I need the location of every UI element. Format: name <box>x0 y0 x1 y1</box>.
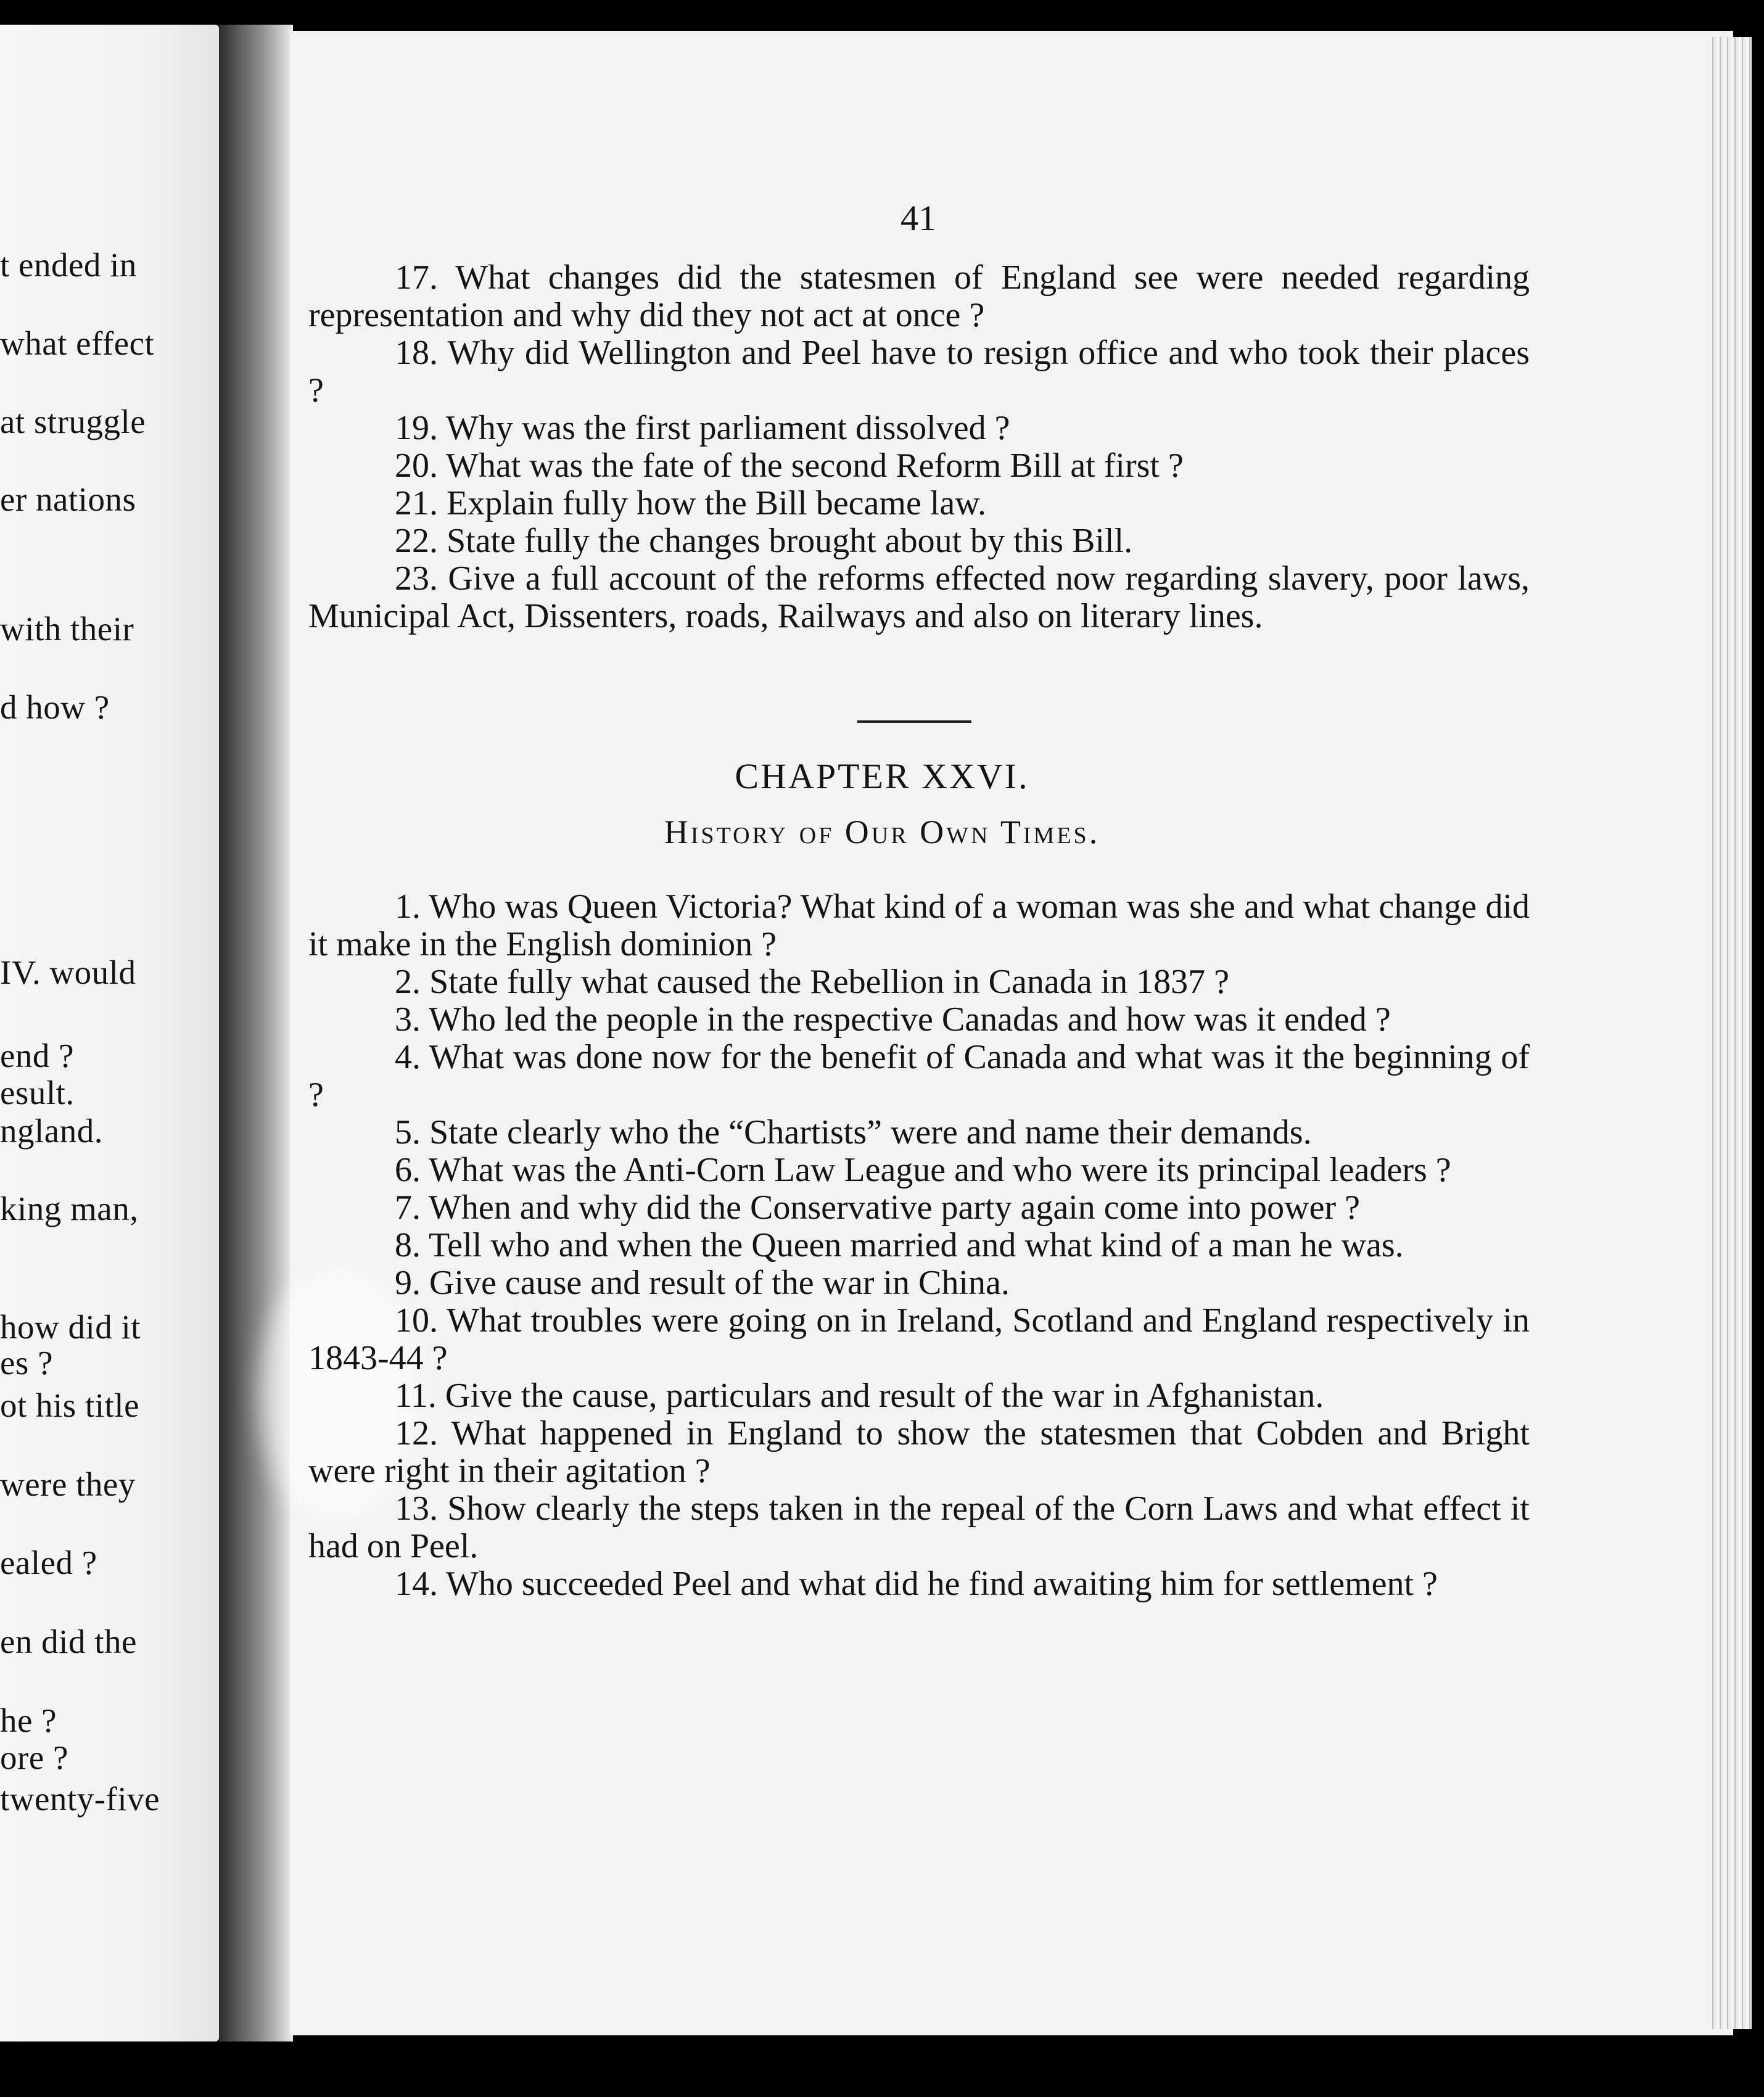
question: 9. Give cause and result of the war in China. <box>395 1264 1010 1302</box>
question: 10. What troubles were going on in Ireland, Scotland and England respectively in 1843-44 ? <box>308 1301 1530 1377</box>
question: 20. What was the fate of the second Reform Bill at first ? <box>395 447 1184 485</box>
left-fragment: esult. <box>0 1074 75 1111</box>
question: 21. Explain fully how the Bill became law. <box>395 484 987 522</box>
question: 11. Give the cause, particulars and result of the war in Afghanistan. <box>395 1377 1324 1415</box>
question: 8. Tell who and when the Queen married and what kind of a man he was. <box>395 1226 1404 1264</box>
left-fragment: ngland. <box>0 1112 103 1150</box>
question: 13. Show clearly the steps taken in the repeal of the Corn Laws and what effect it had on Peel. <box>308 1489 1530 1565</box>
question: 4. What was done now for the benefit of Canada and what was it the beginning of ? <box>308 1038 1530 1114</box>
left-page <box>0 25 219 2041</box>
left-fragment: ealed ? <box>0 1544 97 1581</box>
left-fragment: with their <box>0 610 134 648</box>
left-fragment: twenty-five <box>0 1780 160 1818</box>
chapter-subtitle: History of Our Own Times. <box>664 814 1100 851</box>
chapter-heading: CHAPTER XXVI. <box>735 756 1029 796</box>
book-gutter <box>219 25 293 2041</box>
question: 17. What changes did the statesmen of England see were needed regarding representation and why did they not act at once ? <box>308 258 1530 334</box>
left-fragment: king man, <box>0 1190 139 1227</box>
left-fragment: what effect <box>0 324 155 362</box>
question: 6. What was the Anti-Corn Law League and who were its principal leaders ? <box>395 1151 1451 1189</box>
left-fragment: were they <box>0 1465 136 1503</box>
page-edges <box>1708 37 1752 2029</box>
question: 12. What happened in England to show the statesmen that Cobden and Bright were right in their agitation ? <box>308 1414 1530 1490</box>
question: 3. Who led the people in the respective Canadas and how was it ended ? <box>395 1000 1391 1039</box>
question: 22. State fully the changes brought about by this Bill. <box>395 522 1133 560</box>
left-fragment: he ? <box>0 1702 57 1739</box>
question: 7. When and why did the Conservative party again come into power ? <box>395 1189 1360 1227</box>
left-fragment: IV. would <box>0 954 136 991</box>
left-fragment: es ? <box>0 1344 53 1382</box>
left-fragment: en did the <box>0 1623 137 1660</box>
question: 18. Why did Wellington and Peel have to resign office and who took their places ? <box>308 334 1530 410</box>
left-fragment: at struggle <box>0 403 146 440</box>
left-fragment: ore ? <box>0 1739 68 1776</box>
left-fragment: how did it <box>0 1308 141 1346</box>
left-fragment: t ended in <box>0 246 137 284</box>
question: 5. State clearly who the “Chartists” were and name their demands. <box>395 1113 1312 1151</box>
left-fragment: ot his title <box>0 1386 139 1424</box>
question: 23. Give a full account of the reforms effected now regarding slavery, poor laws, Municipal Act, Dissenters, roads, Railways and also on literary lines. <box>308 559 1530 635</box>
left-fragment: er nations <box>0 480 136 518</box>
question: 19. Why was the first parliament dissolved ? <box>395 409 1010 447</box>
left-fragment: end ? <box>0 1037 75 1074</box>
question: 14. Who succeeded Peel and what did he find awaiting him for settlement ? <box>395 1565 1438 1603</box>
question: 2. State fully what caused the Rebellion in Canada in 1837 ? <box>395 963 1229 1001</box>
questions-top <box>308 259 1530 635</box>
page-number: 41 <box>901 198 936 238</box>
questions-chapter <box>308 888 1530 1603</box>
section-divider <box>857 720 971 723</box>
left-fragment: d how ? <box>0 688 110 726</box>
question: 1. Who was Queen Victoria? What kind of a woman was she and what change did it make in the English dominion ? <box>308 888 1530 963</box>
